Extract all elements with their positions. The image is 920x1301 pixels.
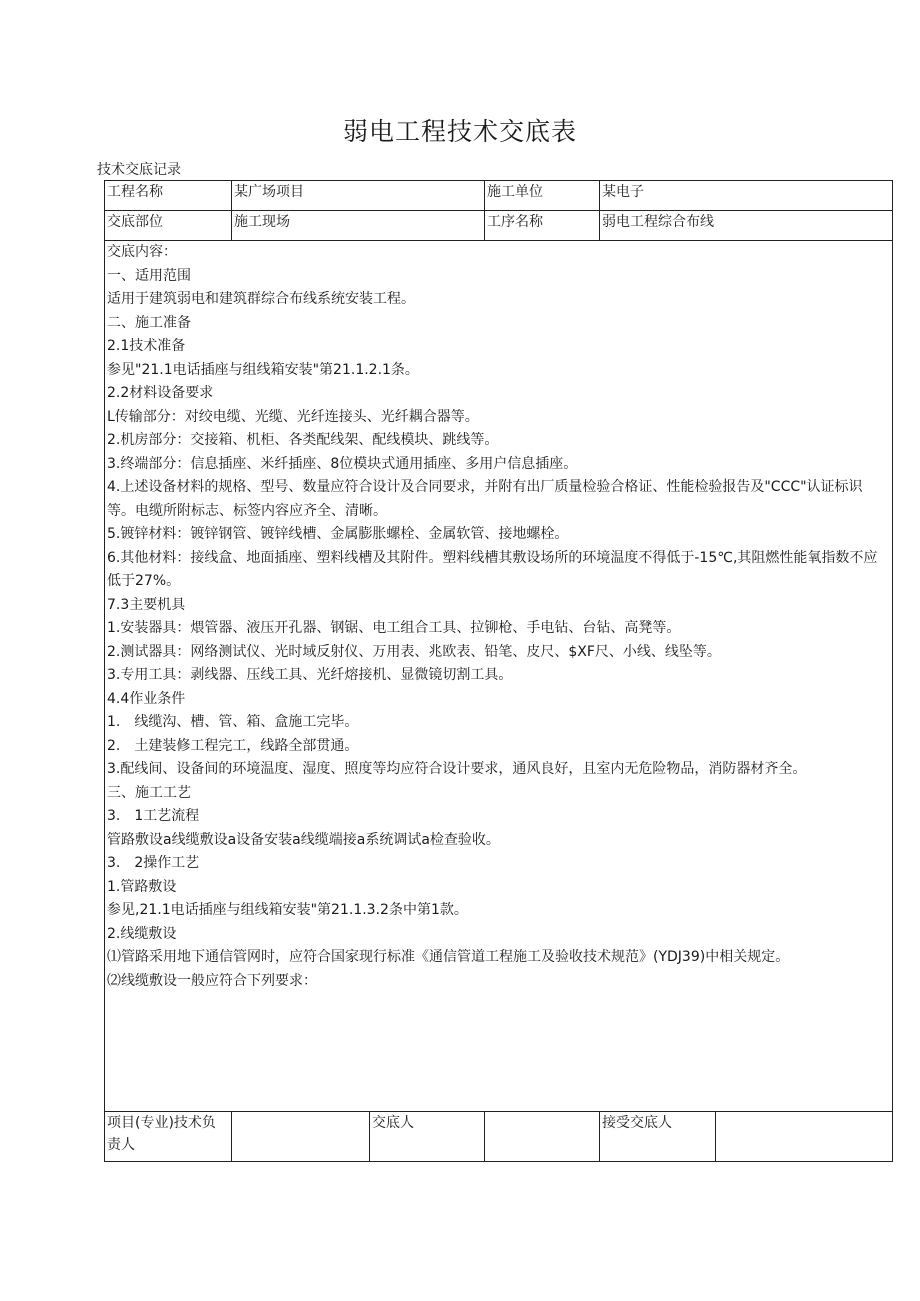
content-line: 管路敷设a线缆敷设a设备安装a线缆端接a系统调试a检查验收。 — [107, 831, 500, 848]
content-line: 参见,21.1电话插座与组线箱安装"第21.1.3.2条中第1款。 — [107, 902, 468, 918]
discloser-label: 交底人 — [370, 1112, 485, 1162]
tech-lead-label: 项目(专业)技术负责人 — [105, 1112, 232, 1162]
content-line: 2.线缆敷设 — [107, 925, 177, 942]
info-row-2 — [105, 211, 893, 241]
content-line: ⑴管路采用地下通信管网时，应符合国家现行标准《通信管道工程施工及验收技术规范》(YDJ39)中相关规定。 — [107, 949, 790, 965]
content-line: 1.安装器具：煨管器、液压开孔器、钢锯、电工组合工具、拉铆枪、手电钻、台钻、高凳等。 — [107, 620, 681, 636]
receiver-label: 接受交底人 — [600, 1112, 716, 1162]
content-line: 交底内容： — [107, 244, 177, 260]
content-line: 1.管路敷设 — [107, 878, 177, 895]
contractor-label: 施工单位 — [485, 181, 600, 211]
content-line: 5.镀锌材料：镀锌钢管、镀锌线槽、金属膨胀螺栓、金属软管、接地螺栓。 — [107, 526, 569, 542]
signature-row — [105, 1112, 893, 1162]
content-line: 一、适用范围 — [107, 267, 191, 284]
content-line: 3.终端部分：信息插座、米纤插座、8位模块式通用插座、多用户信息插座。 — [107, 455, 578, 472]
disclosure-content — [105, 241, 893, 1112]
content-line: 参见"21.1电话插座与组线箱安装"第21.1.2.1条。 — [107, 361, 419, 378]
contractor-value: 某电子 — [600, 181, 893, 211]
content-line: ⑵线缆敷设一般应符合下列要求： — [107, 972, 317, 989]
process-label: 工序名称 — [485, 211, 600, 241]
content-line: 3. 2操作工艺 — [107, 855, 200, 871]
content-line: 7.3主要机具 — [107, 596, 186, 613]
tech-lead-signature — [232, 1112, 370, 1162]
project-name-value: 某广场项目 — [232, 181, 485, 211]
content-line: 二、施工准备 — [107, 314, 191, 331]
discloser-signature — [485, 1112, 600, 1162]
content-line: 适用于建筑弱电和建筑群综合布线系统安装工程。 — [107, 291, 415, 307]
content-line: 3.专用工具：剥线器、压线工具、光纤熔接机、显微镜切割工具。 — [107, 667, 513, 683]
record-label: 技术交底记录 — [97, 162, 181, 178]
disclosure-table — [104, 180, 893, 1162]
content-line: 3. 1工艺流程 — [107, 808, 200, 824]
content-line: 6.其他材料：接线盒、地面插座、塑料线槽及其附件。塑料线槽其敷设场所的环境温度不得低于-15℃,其阻燃性能氧指数不应低于27%。 — [107, 549, 878, 589]
content-line: 4.上述设备材料的规格、型号、数量应符合设计及合同要求，并附有出厂质量检验合格证、性能检验报告及"CCC"认证标识等。电缆所附标志、标签内容应齐全、清晰。 — [107, 479, 863, 519]
content-line: 2. 土建装修工程完工，线路全部贯通。 — [107, 737, 359, 754]
content-line: 3.配线间、设备间的环境温度、湿度、照度等均应符合设计要求，通风良好，且室内无危险物品，消防器材齐全。 — [107, 761, 807, 777]
content-line: 2.2材料设备要求 — [107, 385, 214, 401]
document-title: 弱电工程技术交底表 — [342, 117, 577, 146]
content-line: 4.4作业条件 — [107, 690, 186, 707]
content-line: L传输部分：对绞电缆、光缆、光纤连接头、光纤耦合器等。 — [107, 408, 479, 425]
content-line: 2.机房部分：交接箱、机柜、各类配线架、配线模块、跳线等。 — [107, 432, 499, 448]
receiver-signature — [716, 1112, 893, 1162]
info-row-1 — [105, 181, 893, 211]
location-value: 施工现场 — [232, 211, 485, 241]
process-value: 弱电工程综合布线 — [600, 211, 893, 241]
content-line: 1. 线缆沟、槽、管、箱、盒施工完毕。 — [107, 714, 359, 730]
content-line: 2.1技术准备 — [107, 338, 186, 354]
location-label: 交底部位 — [105, 211, 232, 241]
content-row — [105, 241, 893, 1112]
content-line: 2.测试器具：网络测试仪、光时域反射仪、万用表、兆欧表、铅笔、皮尺、$XF尺、小线、线坠等。 — [107, 643, 721, 660]
project-name-label: 工程名称 — [105, 181, 232, 211]
content-line: 三、施工工艺 — [107, 784, 191, 801]
